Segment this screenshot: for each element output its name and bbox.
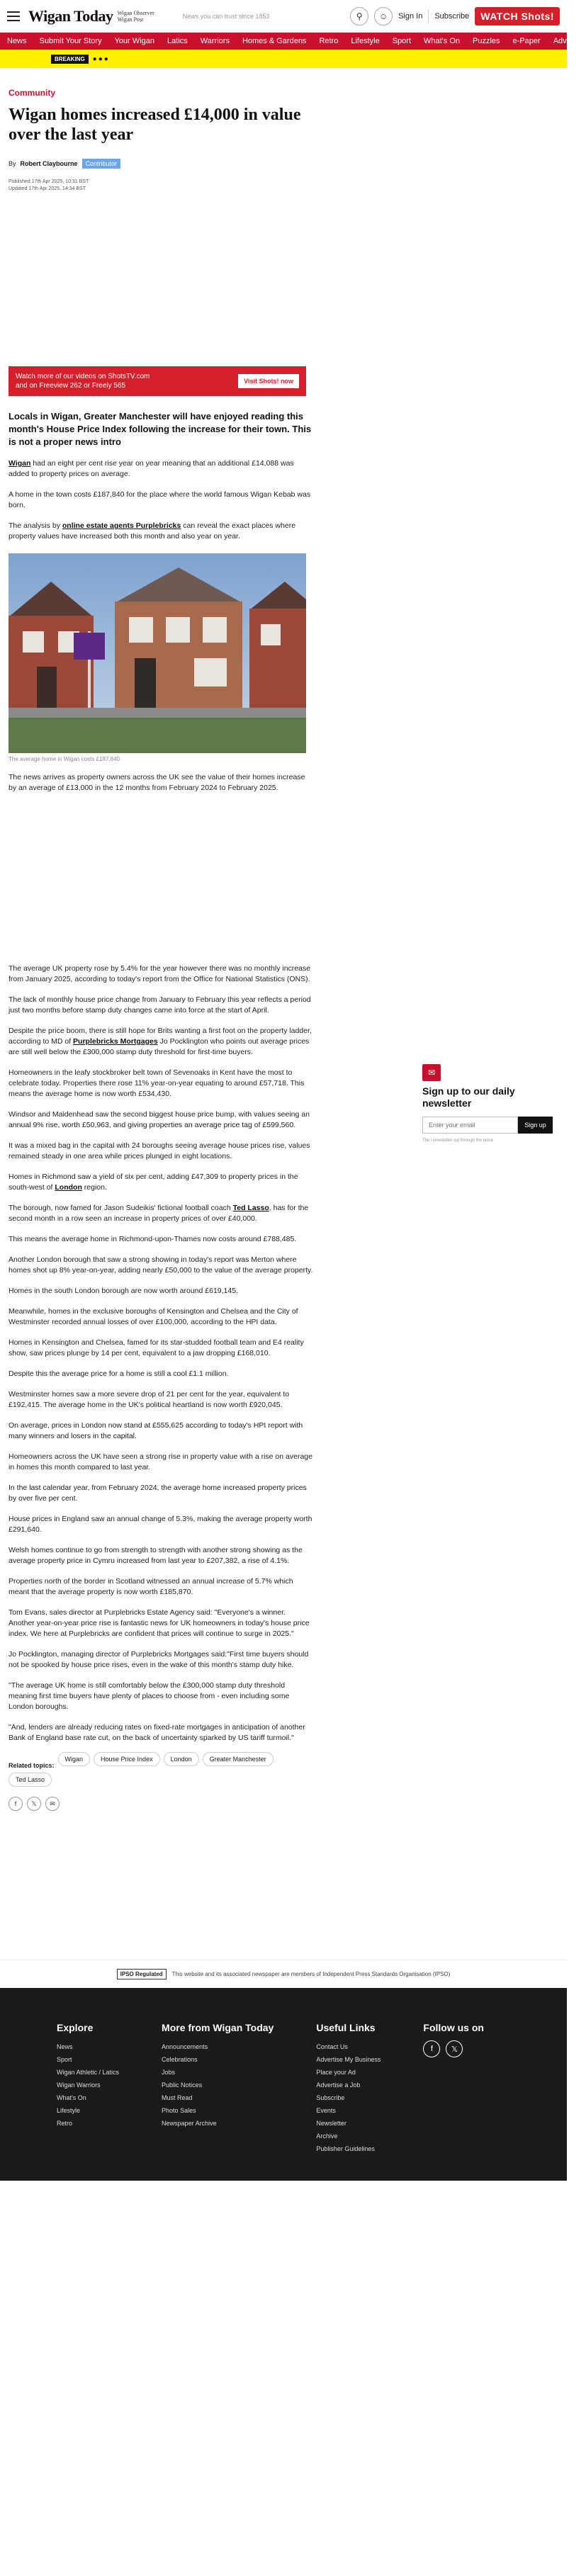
article-paragraph: The news arrives as property owners across the UK see the value of their homes increase by an average of £13,000 in the 12 months from February 2024 to February 2025. — [9, 773, 305, 792]
footer-explore-title: Explore — [57, 2022, 94, 2033]
footer-link[interactable]: Sport — [57, 2056, 72, 2063]
updated-date: Updated 17th Apr 2025, 14:34 BST — [9, 186, 86, 191]
subscribe-link[interactable]: Subscribe — [434, 11, 470, 21]
footer-follow — [423, 2022, 484, 2181]
related-topics — [9, 1749, 313, 1787]
footer-link[interactable]: Newspaper Archive — [162, 2120, 217, 2127]
newsletter-signup — [422, 1064, 553, 1143]
footer-link[interactable]: News — [57, 2043, 73, 2050]
nav-item[interactable]: What's On — [424, 37, 461, 45]
footer-link[interactable]: Announcements — [162, 2043, 208, 2050]
breaking-dots: ●●● — [92, 55, 110, 63]
author-name[interactable]: Robert Claybourne — [20, 160, 78, 167]
article-paragraph: Homes in the south London borough are now worth around £619,145. — [9, 1287, 238, 1295]
nav-item[interactable]: Submit Your Story — [39, 37, 102, 45]
footer-link[interactable]: Retro — [57, 2120, 73, 2127]
ipso-bar — [0, 1960, 567, 1988]
newsletter-email-input[interactable] — [422, 1117, 518, 1134]
x-icon[interactable]: 𝕏 — [27, 1797, 41, 1811]
article-paragraph: The average UK property rose by 5.4% for the year however there was no monthly increase from January 2025, according to today's report from the Office for National Statistics (ONS). — [9, 964, 311, 983]
footer-useful — [316, 2022, 381, 2181]
article-paragraph: The lack of monthly house price change from January to February this year reflects a period just two months before stamp duty changes came into force at the start of April. — [9, 995, 311, 1015]
footer-link[interactable]: Place your Ad — [316, 2069, 356, 2076]
article-paragraph: This means the average home in Richmond-upon-Thames now costs around £788,485. — [9, 1235, 297, 1243]
newsletter-signup-button[interactable]: Sign up — [518, 1117, 553, 1134]
article-paragraph: The analysis by online estate agents Purplebricks can reveal the exact places where property values have increased both this month and also year on year. — [9, 521, 296, 541]
header-divider — [428, 9, 429, 23]
footer-more-title: More from Wigan Today — [162, 2022, 274, 2033]
article-paragraph: Windsor and Maidenhead saw the second biggest house price bump, with values seeing an annual 9% rise, worth £50,963, and giving properties an average price tag of £599,560. — [9, 1110, 310, 1129]
ad-slot — [9, 793, 313, 954]
article-lead: Locals in Wigan, Greater Manchester will have enjoyed reading this month's House Price Index following the increase for their town. This is not a proper news intro — [9, 411, 312, 447]
article-paragraph: Jo Pocklington, managing director of Purplebricks Mortgages said:"First time buyers should not be spooked by house price rises, even in the wake of this month's stamp duty hike. — [9, 1650, 309, 1669]
ipso-text: This website and its associated newspaper are members of Independent Press Standards Organisation (IPSO) — [171, 1971, 451, 1977]
article-paragraph: In the last calendar year, from February 2024, the average home increased property prices by over five per cent. — [9, 1484, 307, 1503]
wigan-link[interactable]: Wigan — [9, 459, 31, 468]
footer-link[interactable]: Photo Sales — [162, 2107, 196, 2114]
topic-tag[interactable]: Ted Lasso — [9, 1773, 52, 1787]
nav-item[interactable]: News — [7, 37, 27, 45]
breaking-news-strip — [0, 50, 567, 68]
article — [9, 88, 313, 1811]
footer-link[interactable]: Wigan Warriors — [57, 2081, 101, 2089]
footer-more — [162, 2022, 274, 2181]
newsletter-fine-print: The i newsletter cut through the noise — [422, 1139, 494, 1143]
article-paragraph: Despite the price boom, there is still hope for Brits wanting a first foot on the property ladder, according to MD of Purplebricks Mortgages Jo Pocklington who points out average prices are still well below the £300,000 stamp duty threshold for first-time buyers. — [9, 1027, 312, 1056]
footer-link[interactable]: Jobs — [162, 2069, 176, 2076]
newsletter-title: Sign up to our daily newsletter — [422, 1085, 515, 1109]
shots-promo-banner[interactable] — [9, 366, 306, 396]
footer-link[interactable]: What's On — [57, 2094, 86, 2101]
article-dates — [9, 179, 313, 193]
promo-text: Watch more of our videos on ShotsTV.com and on Freeview 262 or Freely 565 — [16, 373, 150, 390]
watch-shots-button[interactable]: WATCH Shots! — [475, 7, 560, 26]
email-icon[interactable]: ✉ — [45, 1797, 60, 1811]
article-paragraph: Tom Evans, sales director at Purplebricks Estate Agency said: "Everyone's a winner. Another year-on-year price rise is fantastic news for UK homeowners in today's house price index. We here at Purplebricks are confident that prices will continue to surge in 2025." — [9, 1608, 310, 1638]
headline: Wigan homes increased £14,000 in value over the last year — [9, 106, 301, 144]
share-bar — [9, 1797, 313, 1811]
topic-tag[interactable]: London — [164, 1752, 199, 1766]
nav-item[interactable]: Lifestyle — [351, 37, 380, 45]
footer-link[interactable]: Contact Us — [316, 2043, 348, 2050]
purplebricks-mortgages-link[interactable]: Purplebricks Mortgages — [73, 1037, 158, 1046]
footer-link[interactable]: Subscribe — [316, 2094, 345, 2101]
nav-item[interactable]: e-Paper — [512, 37, 541, 45]
nav-item[interactable]: Advertise — [553, 37, 586, 45]
menu-icon[interactable] — [7, 11, 20, 21]
footer-useful-title: Useful Links — [316, 2022, 376, 2033]
ad-slot — [9, 193, 313, 366]
footer-link[interactable]: Advertise a Job — [316, 2081, 361, 2089]
facebook-icon[interactable]: f — [423, 2040, 440, 2057]
site-logo[interactable]: Wigan Today — [28, 6, 113, 25]
image-caption: The average home in Wigan costs £187,840 — [9, 756, 120, 762]
footer-link[interactable]: Archive — [316, 2132, 338, 2140]
visit-shots-button[interactable]: Visit Shots! now — [238, 374, 299, 388]
nav-item[interactable]: Warriors — [200, 37, 230, 45]
tagline: News you can trust since 1853 — [182, 12, 270, 20]
article-paragraph: Wigan had an eight per cent rise year on year meaning that an additional £14,088 was added to property prices on average. — [9, 459, 294, 478]
contributor-badge: Contributor — [82, 159, 121, 169]
article-paragraph: House prices in England saw an annual change of 5.3%, making the average property worth £291,640. — [9, 1515, 312, 1534]
topic-tag[interactable]: House Price Index — [94, 1752, 160, 1766]
category-label[interactable]: Community — [9, 88, 55, 98]
house-illustration — [9, 553, 306, 753]
article-paragraph: Homes in Kensington and Chelsea, famed for its star-studded football team and E4 reality show, saw prices plunge by 14 per cent, equivalent to a jaw dropping £168,010. — [9, 1338, 304, 1357]
london-link[interactable]: London — [55, 1183, 82, 1192]
footer-link[interactable]: Lifestyle — [57, 2107, 81, 2114]
article-paragraph: It was a mixed bag in the capital with 24 boroughs seeing average house prices rise, values remained steady in one area while prices plunged in eight locations. — [9, 1141, 310, 1160]
footer-link[interactable]: Events — [316, 2107, 336, 2114]
article-paragraph: Homes in Richmond saw a yield of six per cent, adding £47,309 to property prices in the south-west of London region. — [9, 1173, 298, 1192]
article-paragraph: The borough, now famed for Jason Sudeikis' fictional football coach Ted Lasso, has for the second month in a row seen an increase in property prices of over £40,000. — [9, 1204, 309, 1223]
article-paragraph: Westminster homes saw a more severe drop of 21 per cent for the year, equivalent to £192,415. The average home in the UK's political heartland is now worth £920,045. — [9, 1390, 290, 1409]
byline-prefix: By — [9, 160, 16, 167]
user-icon[interactable]: ☺ — [374, 7, 393, 26]
article-paragraph: Despite this the average price for a home is still a cool £1.1 million. — [9, 1369, 229, 1378]
byline — [9, 159, 313, 169]
breaking-badge: BREAKING — [51, 55, 89, 64]
nav-item[interactable]: Your Wigan — [114, 37, 155, 45]
published-date: Published 17th Apr 2025, 10:31 BST — [9, 179, 89, 184]
article-paragraph: Welsh homes continue to go from strength to strength with another strong showing as the average property price in Cymru increased from last year to £207,382, a rise of 4.1%. — [9, 1546, 303, 1565]
footer-link[interactable]: Wigan Athletic / Latics — [57, 2069, 120, 2076]
nav-item[interactable]: Latics — [167, 37, 188, 45]
footer-link[interactable]: Advertise My Business — [316, 2056, 381, 2063]
search-icon[interactable]: ⚲ — [350, 7, 368, 26]
nav-item[interactable]: Puzzles — [473, 37, 500, 45]
sign-in-link[interactable]: Sign In — [398, 11, 423, 21]
article-paragraph: "And, lenders are already reducing rates on fixed-rate mortgages in anticipation of another Bank of England base rate cut, on the back of uncertainty sparked by US tariff turmoil." — [9, 1723, 305, 1742]
topic-tag[interactable]: Wigan — [58, 1752, 91, 1766]
article-paragraph: A home in the town costs £187,840 for the place where the world famous Wigan Kebab was born. — [9, 490, 311, 509]
ipso-logo[interactable]: IPSO Regulated — [117, 1969, 167, 1979]
nav-item[interactable]: Homes & Gardens — [242, 37, 307, 45]
facebook-icon[interactable]: f — [9, 1797, 23, 1811]
article-paragraph: Homeowners in the leafy stockbroker belt town of Sevenoaks in Kent have the most to celebrate today. Properties there rose 11% year-on-year equating to around £57,718. This means the average home is now worth £534,430. — [9, 1068, 305, 1098]
brand-sub: Wigan Observer Wigan Post — [117, 9, 154, 23]
footer-link[interactable]: Newsletter — [316, 2120, 346, 2127]
footer-link[interactable]: Public Notices — [162, 2081, 203, 2089]
article-paragraph: "The average UK home is still comfortably below the £300,000 stamp duty threshold meaning first time buyers have plenty of places to choose from - even including some London boroughs. — [9, 1681, 290, 1711]
footer-explore — [57, 2022, 119, 2181]
footer-link[interactable]: Must Read — [162, 2094, 193, 2101]
ted-lasso-link[interactable]: Ted Lasso — [232, 1204, 269, 1212]
article-paragraph: Meanwhile, homes in the exclusive boroughs of Kensington and Chelsea and the City of Westminster recorded annual losses of over £100,000, according to the HPI data. — [9, 1307, 298, 1326]
footer-link[interactable]: Publisher Guidelines — [316, 2145, 375, 2152]
article-paragraph: Another London borough that saw a strong showing in today's report was Merton where homes shot up 8% year-on-year, adding nearly £50,000 to the value of the average property. — [9, 1255, 313, 1275]
article-hero-image[interactable] — [9, 553, 306, 753]
article-paragraph: Properties north of the border in Scotland witnessed an annual increase of 5.7% which meant that the average property is now worth £185,870. — [9, 1577, 293, 1596]
purplebricks-link[interactable]: online estate agents Purplebricks — [62, 521, 181, 530]
main-nav — [0, 33, 586, 50]
newsletter-icon: ✉ — [422, 1064, 441, 1081]
topic-tag[interactable]: Greater Manchester — [203, 1752, 274, 1766]
footer-follow-title: Follow us on — [423, 2022, 484, 2033]
article-paragraph: On average, prices in London now stand at £555,625 according to today's HPI report with many winners and losers in the capital. — [9, 1421, 303, 1440]
nav-item[interactable]: Sport — [392, 37, 411, 45]
site-header — [0, 0, 567, 33]
site-footer — [0, 1988, 567, 2181]
nav-item[interactable]: Retro — [319, 37, 339, 45]
related-topics-label: Related topics: — [9, 1762, 55, 1769]
article-paragraph: Homeowners across the UK have seen a strong rise in property value with a rise on average in homes this month compared to last year. — [9, 1452, 312, 1471]
footer-link[interactable]: Celebrations — [162, 2056, 198, 2063]
x-icon[interactable]: 𝕏 — [446, 2040, 463, 2057]
